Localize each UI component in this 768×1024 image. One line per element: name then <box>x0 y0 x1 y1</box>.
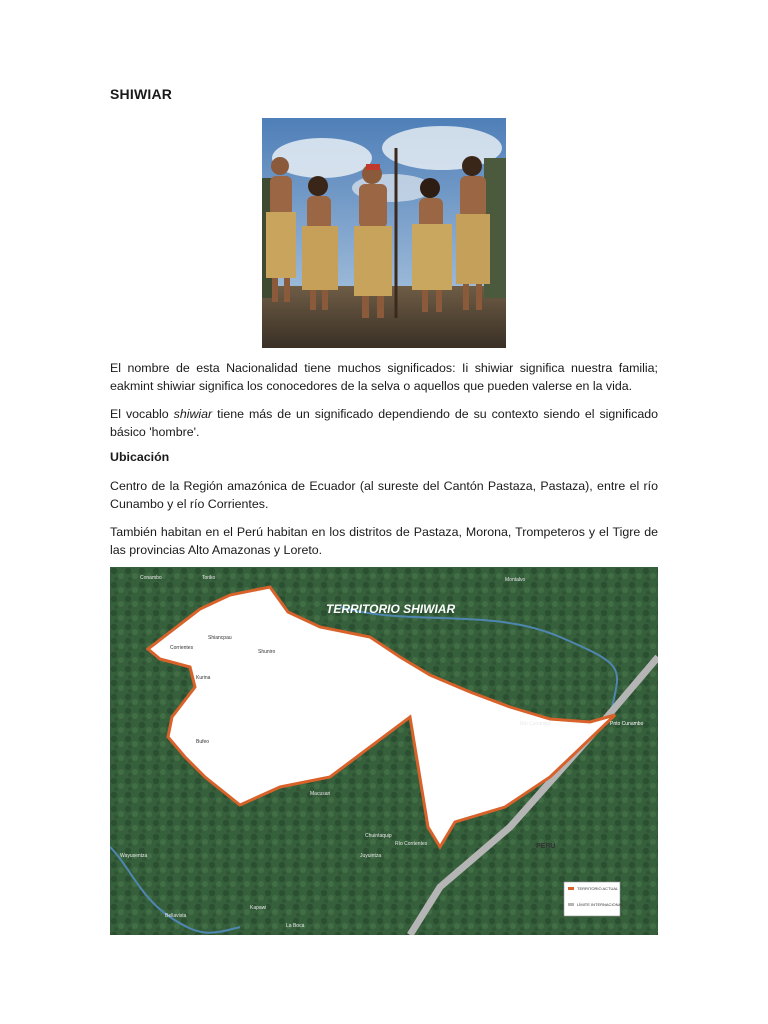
place-label: Wayusentza <box>120 853 148 859</box>
paragraph-vocablo-before: El vocablo <box>110 407 174 421</box>
paragraph-vocablo <box>110 405 658 441</box>
place-label: Juyuintza <box>360 853 382 859</box>
paragraph-vocablo-after: tiene más de un significado dependiendo de su contexto siendo el significado básico 'hombre'. <box>110 407 658 439</box>
place-label: Chuintaquip <box>365 833 392 839</box>
shiwiar-people-photo <box>262 118 506 348</box>
map-legend <box>564 882 624 916</box>
paragraph-location-peru: También habitan en el Perú habitan en los distritos de Pastaza, Morona, Trompeteros y el Tigre de las provincias Alto Amazonas y Loreto. <box>110 525 658 557</box>
place-label: Río Cunambo <box>520 721 551 727</box>
place-label: Pnto Cunambo <box>610 721 644 727</box>
place-label: Montalvo <box>505 577 526 583</box>
place-label: Shiancpau <box>208 635 232 641</box>
place-label: Conambo <box>140 575 162 581</box>
place-label: Kapawi <box>250 905 267 911</box>
territory-map <box>110 567 658 935</box>
paragraph-name-meaning: El nombre de esta Nacionalidad tiene muchos significados: Ii shiwiar significa nuestra familia; eakmint shiwiar significa los conocedores de la selva o aquellos que pueden valerse en la vida. <box>110 361 658 393</box>
place-label: Toriko <box>202 575 216 581</box>
place-label: Bellavista <box>165 913 187 919</box>
ubicacion-heading: Ubicación <box>110 450 170 464</box>
place-label: Shuniro <box>258 649 276 655</box>
map-title: TERRITORIO SHIWIAR <box>326 602 456 616</box>
place-label: Bufeo <box>196 739 210 745</box>
place-label: Kurina <box>196 675 211 681</box>
paragraph-location-ecuador: Centro de la Región amazónica de Ecuador (al sureste del Cantón Pastaza, Pastaza), entre el río Cunambo y el río Corrientes. <box>110 479 658 511</box>
paragraph-vocablo-term: shiwiar <box>173 407 213 421</box>
place-label: Río Corrientes <box>395 841 428 847</box>
legend-territory-label: TERRITORIO ACTUAL <box>577 886 619 891</box>
country-label: PERÚ <box>536 843 556 850</box>
legend-border-label: LÍMITE INTERNACIONAL <box>577 902 624 907</box>
place-label: Corrientes <box>170 645 194 651</box>
place-label: La Boca <box>286 923 305 929</box>
place-label: Macusari <box>310 791 331 797</box>
page-title: SHIWIAR <box>110 86 173 102</box>
